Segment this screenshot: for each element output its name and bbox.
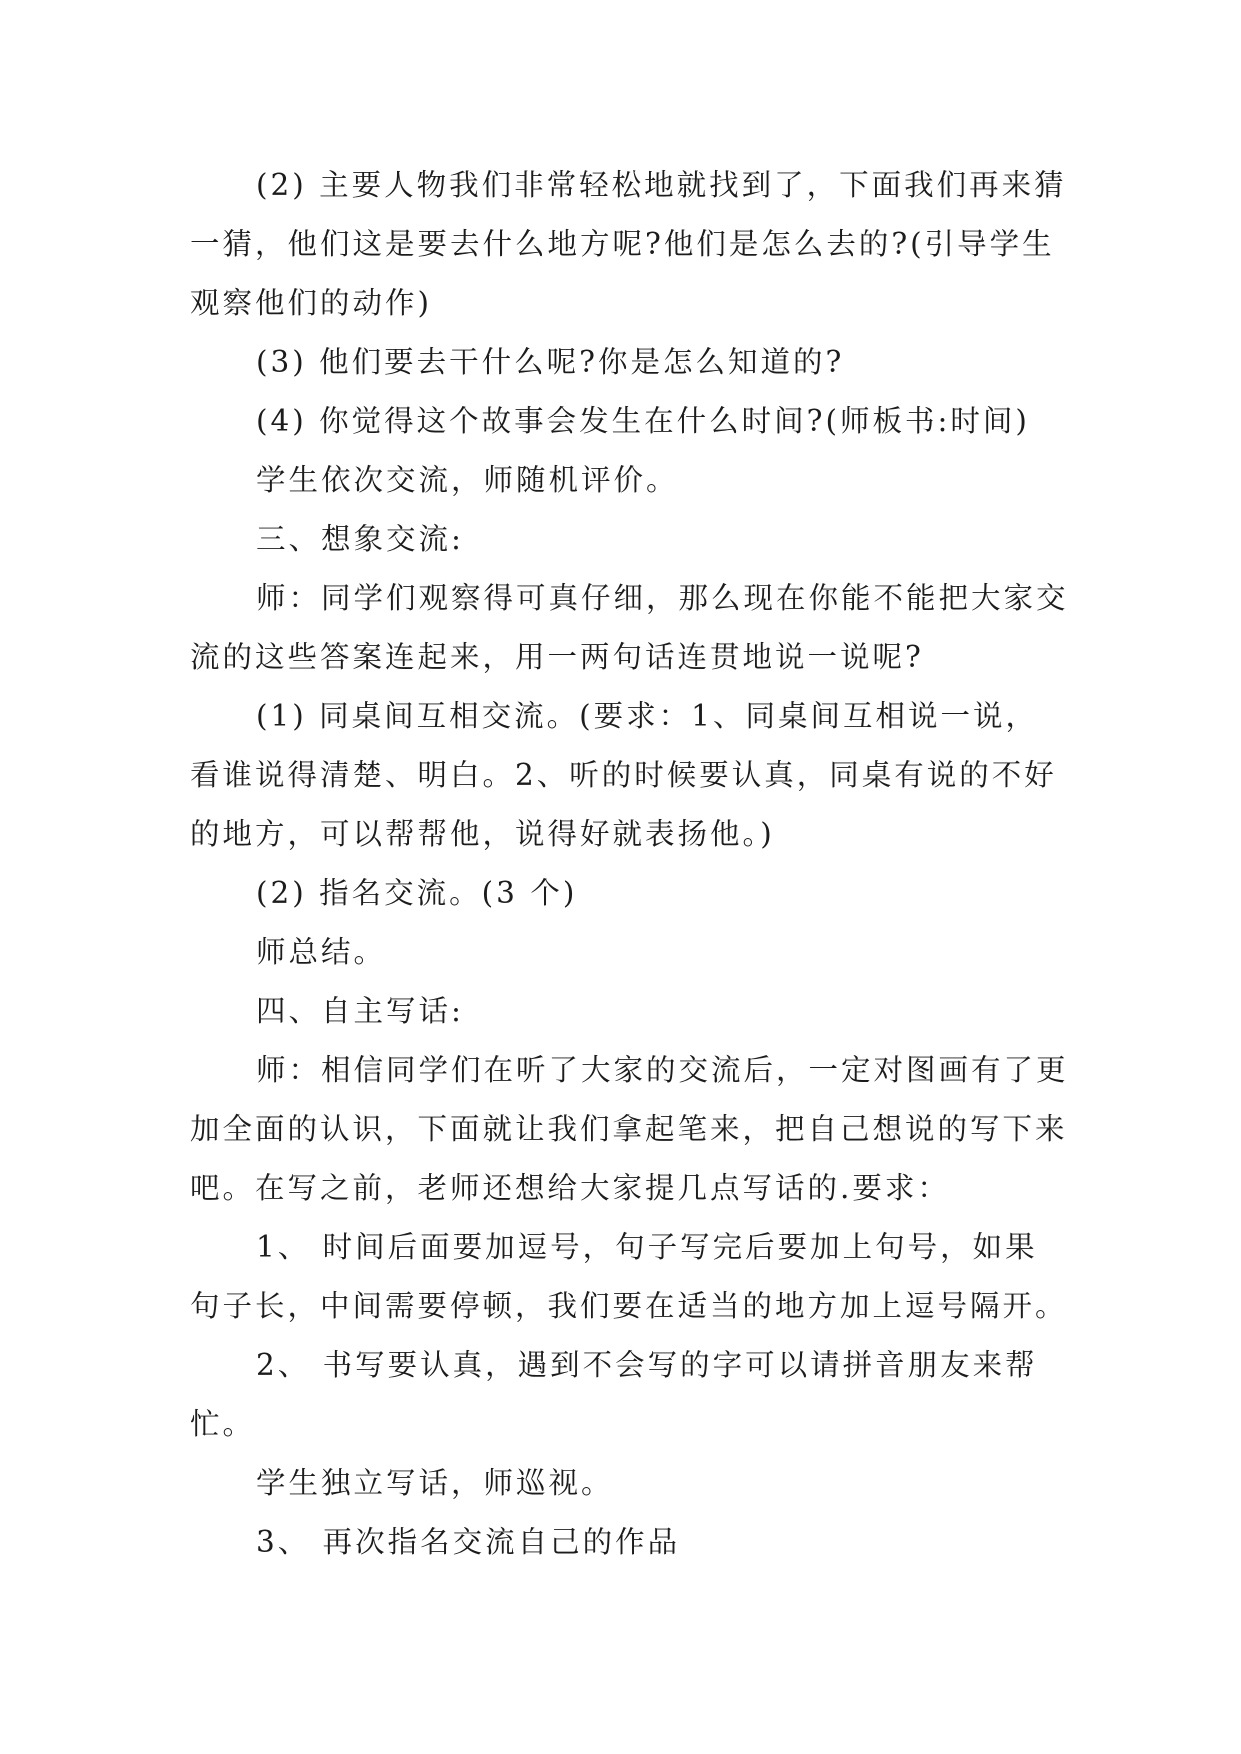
paragraph-requirement-3: 3、 再次指名交流自己的作品	[256, 1525, 681, 1559]
section-heading-writing: 四、自主写话:	[256, 994, 464, 1028]
paragraph-teacher-instructions: 师：相信同学们在听了大家的交流后，一定对图画有了更加全面的认识，下面就让我们拿起笔来，把自己想说的写下来吧。在写之前，老师还想给大家提几点写话的.要求：	[190, 1053, 1069, 1205]
paragraph-step-2: (2) 指名交流。(3 个)	[256, 876, 578, 910]
paragraph-requirement-2: 2、 书写要认真，遇到不会写的字可以请拼音朋友来帮忙。	[190, 1348, 1038, 1441]
paragraph-question-4: (4) 你觉得这个故事会发生在什么时间?(师板书:时间)	[256, 404, 1030, 438]
paragraph-question-2: (2) 主要人物我们非常轻松地就找到了，下面我们再来猜一猜，他们这是要去什么地方呢?他们是怎么去的?(引导学生观察他们的动作)	[190, 168, 1067, 320]
paragraph-teacher-prompt: 师：同学们观察得可真仔细，那么现在你能不能把大家交流的这些答案连起来，用一两句话连贯地说一说呢?	[190, 581, 1069, 674]
document-body	[190, 156, 1070, 1572]
section-heading-imagine: 三、想象交流:	[256, 522, 464, 556]
paragraph-question-3: (3) 他们要去干什么呢?你是怎么知道的?	[256, 345, 845, 379]
paragraph-requirement-1: 1、 时间后面要加逗号，句子写完后要加上句号，如果句子长，中间需要停顿，我们要在适当的地方加上逗号隔开。	[190, 1230, 1068, 1323]
paragraph-teacher-summary: 师总结。	[256, 935, 387, 969]
paragraph-step-1: (1) 同桌间互相交流。(要求：1、同桌间互相说一说，看谁说得清楚、明白。2、听的时候要认真，同桌有说的不好的地方，可以帮帮他，说得好就表扬他。)	[190, 699, 1057, 851]
paragraph-student-exchange: 学生依次交流，师随机评价。	[256, 463, 679, 497]
paragraph-independent-writing: 学生独立写话，师巡视。	[256, 1466, 614, 1500]
